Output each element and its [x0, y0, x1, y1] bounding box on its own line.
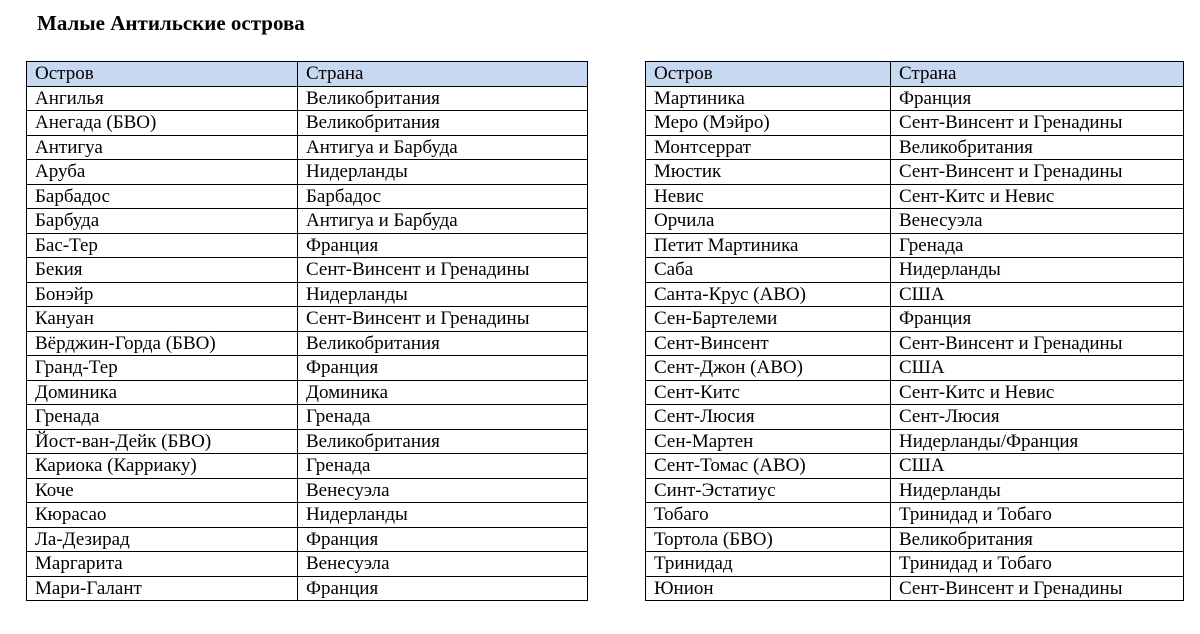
table-row	[27, 111, 588, 136]
table-row	[27, 527, 588, 552]
country-name-cell: Великобритания	[891, 135, 1184, 160]
table-row	[27, 503, 588, 528]
country-name-cell: Великобритания	[298, 86, 588, 111]
table-row	[646, 429, 1184, 454]
table-row	[646, 160, 1184, 185]
table-row	[646, 282, 1184, 307]
country-name-cell: Сент-Винсент и Гренадины	[298, 307, 588, 332]
country-name-cell: Сент-Люсия	[891, 405, 1184, 430]
table-row	[27, 233, 588, 258]
island-name-cell: Гренада	[27, 405, 298, 430]
island-name-cell: Доминика	[27, 380, 298, 405]
table-row	[646, 478, 1184, 503]
island-name-cell: Сент-Винсент	[646, 331, 891, 356]
island-name-cell: Коче	[27, 478, 298, 503]
table-row	[646, 331, 1184, 356]
country-name-cell: США	[891, 454, 1184, 479]
island-name-cell: Меро (Мэйро)	[646, 111, 891, 136]
island-name-cell: Йост-ван-Дейк (БВО)	[27, 429, 298, 454]
table-row	[27, 86, 588, 111]
table-row	[27, 356, 588, 381]
table-row	[646, 405, 1184, 430]
country-name-cell: Антигуа и Барбуда	[298, 209, 588, 234]
country-name-cell: Барбадос	[298, 184, 588, 209]
island-name-cell: Маргарита	[27, 552, 298, 577]
country-name-cell: Франция	[298, 576, 588, 601]
column-header-country: Страна	[891, 62, 1184, 87]
country-name-cell: Тринидад и Тобаго	[891, 503, 1184, 528]
table-row	[646, 184, 1184, 209]
island-name-cell: Бонэйр	[27, 282, 298, 307]
table-row	[646, 233, 1184, 258]
island-name-cell: Сент-Китс	[646, 380, 891, 405]
country-name-cell: США	[891, 282, 1184, 307]
country-name-cell: Сент-Винсент и Гренадины	[891, 111, 1184, 136]
country-name-cell: Нидерланды	[891, 258, 1184, 283]
island-name-cell: Санта-Крус (АВО)	[646, 282, 891, 307]
table-header-row	[646, 62, 1184, 87]
country-name-cell: Великобритания	[298, 429, 588, 454]
column-header-island: Остров	[27, 62, 298, 87]
table-row	[646, 356, 1184, 381]
island-name-cell: Антигуа	[27, 135, 298, 160]
country-name-cell: Франция	[298, 233, 588, 258]
table-row	[646, 454, 1184, 479]
table-row	[646, 307, 1184, 332]
table-header-row	[27, 62, 588, 87]
country-name-cell: Венесуэла	[891, 209, 1184, 234]
island-name-cell: Сент-Томас (АВО)	[646, 454, 891, 479]
country-name-cell: Сент-Китс и Невис	[891, 184, 1184, 209]
country-name-cell: Венесуэла	[298, 478, 588, 503]
island-name-cell: Вёрджин-Горда (БВО)	[27, 331, 298, 356]
table-row	[646, 380, 1184, 405]
country-name-cell: Великобритания	[298, 331, 588, 356]
table-row	[27, 258, 588, 283]
country-name-cell: Франция	[891, 86, 1184, 111]
country-name-cell: Доминика	[298, 380, 588, 405]
country-name-cell: Сент-Винсент и Гренадины	[298, 258, 588, 283]
country-name-cell: Великобритания	[891, 527, 1184, 552]
table-row	[27, 184, 588, 209]
table-row	[646, 111, 1184, 136]
islands-table-right	[645, 61, 1184, 601]
table-row	[646, 552, 1184, 577]
table-row	[646, 576, 1184, 601]
table-row	[646, 209, 1184, 234]
country-name-cell: Нидерланды/Франция	[891, 429, 1184, 454]
island-name-cell: Сен-Мартен	[646, 429, 891, 454]
island-name-cell: Бекия	[27, 258, 298, 283]
island-name-cell: Аруба	[27, 160, 298, 185]
country-name-cell: Нидерланды	[298, 503, 588, 528]
country-name-cell: Нидерланды	[298, 282, 588, 307]
country-name-cell: Сент-Китс и Невис	[891, 380, 1184, 405]
island-name-cell: Сент-Люсия	[646, 405, 891, 430]
island-name-cell: Невис	[646, 184, 891, 209]
table-row	[646, 135, 1184, 160]
table-body-left	[27, 86, 588, 601]
table-row	[27, 331, 588, 356]
table-row	[27, 429, 588, 454]
table-row	[646, 527, 1184, 552]
island-name-cell: Барбадос	[27, 184, 298, 209]
page-title: Малые Антильские острова	[37, 11, 305, 35]
island-name-cell: Ла-Дезирад	[27, 527, 298, 552]
island-name-cell: Мари-Галант	[27, 576, 298, 601]
island-name-cell: Мартиника	[646, 86, 891, 111]
table-row	[27, 307, 588, 332]
country-name-cell: Гренада	[891, 233, 1184, 258]
island-name-cell: Синт-Эстатиус	[646, 478, 891, 503]
island-name-cell: Сен-Бартелеми	[646, 307, 891, 332]
table-row	[27, 552, 588, 577]
table-row	[27, 380, 588, 405]
country-name-cell: Сент-Винсент и Гренадины	[891, 331, 1184, 356]
islands-table-left	[26, 61, 588, 601]
island-name-cell: Барбуда	[27, 209, 298, 234]
country-name-cell: Франция	[298, 356, 588, 381]
country-name-cell: Тринидад и Тобаго	[891, 552, 1184, 577]
table-row	[27, 576, 588, 601]
country-name-cell: Гренада	[298, 454, 588, 479]
table-row	[27, 160, 588, 185]
island-name-cell: Саба	[646, 258, 891, 283]
column-header-country: Страна	[298, 62, 588, 87]
table-row	[646, 258, 1184, 283]
country-name-cell: Великобритания	[298, 111, 588, 136]
island-name-cell: Юнион	[646, 576, 891, 601]
table-body-right	[646, 86, 1184, 601]
country-name-cell: Сент-Винсент и Гренадины	[891, 160, 1184, 185]
table-row	[27, 282, 588, 307]
island-name-cell: Орчила	[646, 209, 891, 234]
island-name-cell: Монтсеррат	[646, 135, 891, 160]
island-name-cell: Бас-Тер	[27, 233, 298, 258]
country-name-cell: Гренада	[298, 405, 588, 430]
island-name-cell: Кануан	[27, 307, 298, 332]
island-name-cell: Петит Мартиника	[646, 233, 891, 258]
island-name-cell: Сент-Джон (АВО)	[646, 356, 891, 381]
table-row	[27, 135, 588, 160]
island-name-cell: Кюрасао	[27, 503, 298, 528]
country-name-cell: Антигуа и Барбуда	[298, 135, 588, 160]
table-row	[27, 209, 588, 234]
table-row	[646, 503, 1184, 528]
island-name-cell: Кариока (Карриаку)	[27, 454, 298, 479]
country-name-cell: Нидерланды	[891, 478, 1184, 503]
country-name-cell: Франция	[298, 527, 588, 552]
island-name-cell: Тобаго	[646, 503, 891, 528]
country-name-cell: Франция	[891, 307, 1184, 332]
country-name-cell: Венесуэла	[298, 552, 588, 577]
column-header-island: Остров	[646, 62, 891, 87]
island-name-cell: Ангилья	[27, 86, 298, 111]
island-name-cell: Тортола (БВО)	[646, 527, 891, 552]
country-name-cell: США	[891, 356, 1184, 381]
island-name-cell: Тринидад	[646, 552, 891, 577]
table-row	[646, 86, 1184, 111]
country-name-cell: Сент-Винсент и Гренадины	[891, 576, 1184, 601]
island-name-cell: Мюстик	[646, 160, 891, 185]
country-name-cell: Нидерланды	[298, 160, 588, 185]
island-name-cell: Анегада (БВО)	[27, 111, 298, 136]
table-row	[27, 405, 588, 430]
table-row	[27, 478, 588, 503]
island-name-cell: Гранд-Тер	[27, 356, 298, 381]
table-row	[27, 454, 588, 479]
